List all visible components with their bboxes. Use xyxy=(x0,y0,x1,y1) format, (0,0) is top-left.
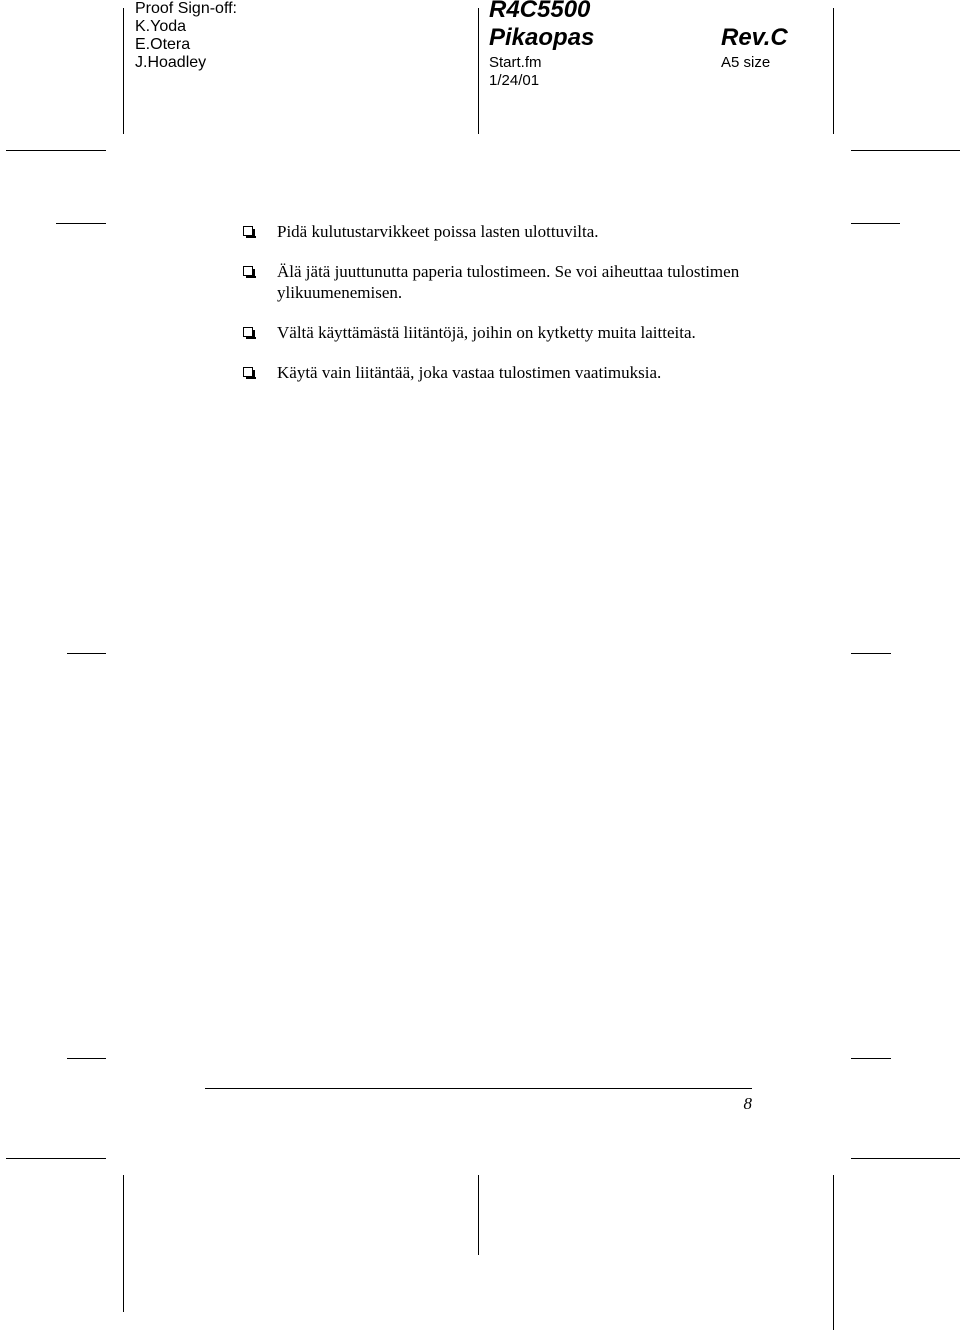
file-date: 1/24/01 xyxy=(489,72,540,89)
crop-mark xyxy=(851,150,960,151)
crop-mark xyxy=(123,8,124,134)
crop-mark xyxy=(478,8,479,134)
crop-mark xyxy=(478,1175,479,1255)
registration-mark xyxy=(851,1058,891,1059)
list-item xyxy=(243,261,823,303)
file-name: Start.fm xyxy=(489,54,542,71)
crop-mark xyxy=(6,150,106,151)
paper-size: A5 size xyxy=(721,54,771,71)
registration-mark xyxy=(851,223,900,224)
crop-mark xyxy=(833,1175,834,1330)
signoff-name: K.Yoda xyxy=(135,18,187,35)
checkbox-bullet-icon xyxy=(243,226,253,236)
list-item-text: Pidä kulutustarvikkeet poissa lasten ulottuvilta. xyxy=(277,222,599,241)
crop-mark xyxy=(833,8,834,134)
safety-bullet-list xyxy=(243,221,823,402)
list-item xyxy=(243,221,823,242)
list-item-text: Vältä käyttämästä liitäntöjä, joihin on kytketty muita laitteita. xyxy=(277,323,696,342)
checkbox-bullet-icon xyxy=(243,367,253,377)
revision: Rev.C xyxy=(721,24,788,51)
model-number: R4C5500 xyxy=(489,0,591,23)
crop-mark xyxy=(851,1158,960,1159)
list-item-text: Käytä vain liitäntää, joka vastaa tulostimen vaatimuksia. xyxy=(277,363,662,382)
signoff-name: J.Hoadley xyxy=(135,54,207,71)
page-number: 8 xyxy=(743,1094,752,1113)
signoff-title: Proof Sign-off: xyxy=(135,0,237,17)
checkbox-bullet-icon xyxy=(243,266,253,276)
signoff-name: E.Otera xyxy=(135,36,191,53)
checkbox-bullet-icon xyxy=(243,327,253,337)
list-item xyxy=(243,362,823,383)
registration-mark xyxy=(56,223,106,224)
crop-mark xyxy=(123,1175,124,1312)
guide-title: Pikaopas xyxy=(489,24,595,51)
list-item xyxy=(243,322,823,343)
crop-mark xyxy=(6,1158,106,1159)
registration-mark xyxy=(851,653,891,654)
proof-signoff xyxy=(135,0,237,72)
registration-mark xyxy=(67,1058,106,1059)
footer-rule xyxy=(205,1088,752,1089)
list-item-text: Älä jätä juuttunutta paperia tulostimeen. Se voi aiheuttaa tulostimen ylikuumenemisen. xyxy=(277,262,740,302)
registration-mark xyxy=(67,653,106,654)
